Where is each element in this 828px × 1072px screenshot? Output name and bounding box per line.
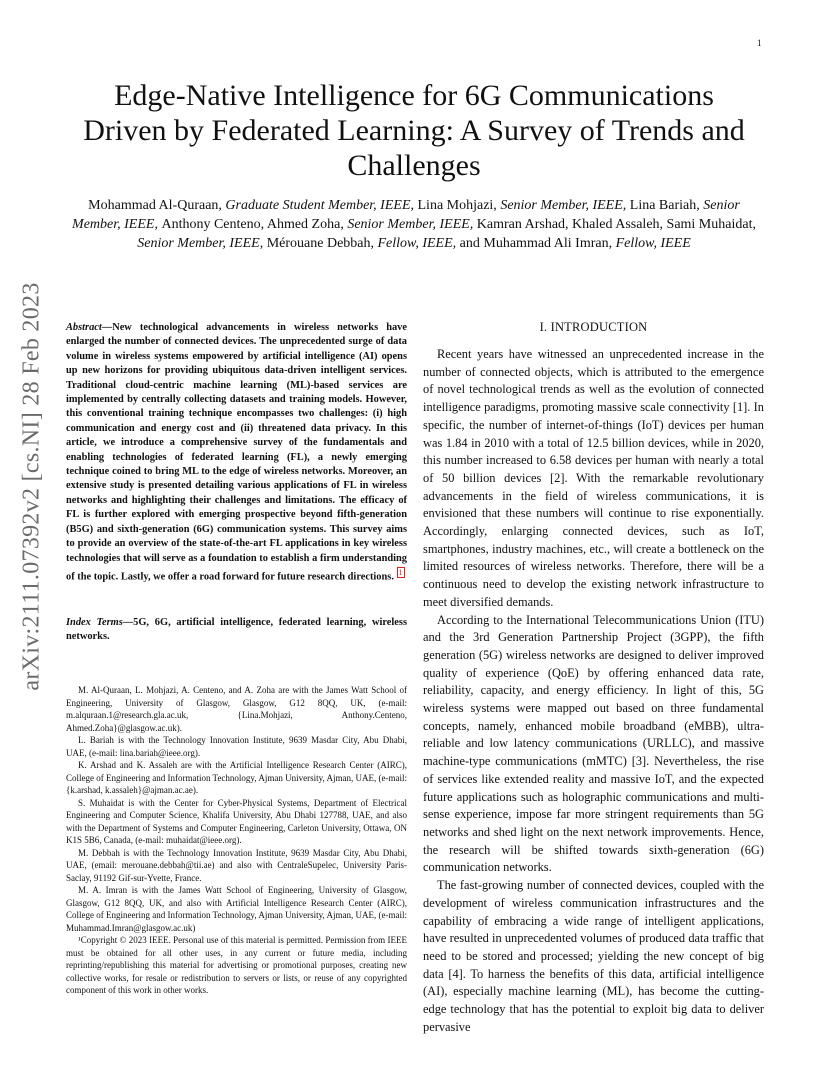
affiliation-footnote: K. Arshad and K. Assaleh are with the Artificial Intelligence Research Center (AIRC), College of Engineering and Information Technology, Ajman University, Ajman, UAE, (e-mail: {k.arshad, k.assaleh}@ajman.ac.ae). xyxy=(66,760,407,795)
body-paragraph: Recent years have witnessed an unprecedented increase in the number of connected objects, which is attributed to the emergence of novel technological trends as well as the evolution of connected intelligence paradigms, promoting massive scale connectivity [1]. In specific, the number of internet-of-things (IoT) devices per human was 1.84 in 2010 with a total of 12.5 billion devices, while in 2020, this number increased to 6.58 devices per human with nearly a total of 50 billion devices [2]. With the remarkable revolutionary advancements in the field of wireless communications, it is envisioned that these numbers will continue to rise exponentially. Accordingly, enlarging connected devices, such as IoT, smartphones, industry machines, etc., will create a bottleneck on the limited resources of wireless networks. Therefore, there will be a continuous need to develop the existing network infrastructure to meet diversified demands. xyxy=(423,347,764,609)
author-role: Fellow, IEEE xyxy=(615,236,691,251)
index-terms-text: —5G, 6G, artificial intelligence, federated learning, wireless networks. xyxy=(66,617,407,642)
author-role: Senior Member, IEEE, xyxy=(72,198,740,232)
affiliation-footnote: L. Bariah is with the Technology Innovation Institute, 9639 Masdar City, Abu Dhabi, UAE, (e-mail: lina.bariah@ieee.org). xyxy=(66,735,407,758)
author-name: Anthony Centeno, Ahmed Zoha, xyxy=(161,217,348,232)
index-terms-label: Index Terms xyxy=(66,617,123,628)
body-paragraph: The fast-growing number of connected devices, coupled with the development of wireless communication infrastructures and the capability of embracing a wide range of intelligent applications, have resulted in unprecedented volumes of produced data traffic that need to be stored and processed; yielding the new concept of big data [4]. To harness the benefits of this data, artificial intelligence (AI), especially machine learning (ML), has become the cutting-edge technology that has the potential to exploit big data to deliver pervasive xyxy=(423,878,764,1034)
body-paragraph: According to the International Telecommunications Union (ITU) and the 3rd Generation Partnership Project (3GPP), the fifth generation (5G) wireless networks are designed to deliver improved quality of experience (QoE) by offering enhanced data rate, reliability, capacity, and energy efficiency. In light of this, 5G wireless systems were mapped out based on three fundamental concepts, namely, enhanced mobile broadband (eMBB), ultra-reliable and low latency communications (URLLC), and massive machine-type communications (mMTC) [3]. Nevertheless, the rise of services like extended reality and massive IoT, and the expected future applications such as holographic communications and multi-sense experience, impose far more stringent requirements than 5G networks and shed light on the next network improvements. Hence, the research will be shifted towards sixth-generation (6G) communication networks. xyxy=(423,612,764,875)
abstract xyxy=(66,321,407,585)
footnotes xyxy=(66,684,407,997)
author-name: Lina Mohjazi, xyxy=(417,198,501,213)
paper-title: Edge-Native Intelligence for 6G Communications Driven by Federated Learning: A Survey of Trends and Challenges xyxy=(83,79,745,182)
author-name: and Muhammad Ali Imran, xyxy=(459,236,616,251)
author-role: Senior Member, IEEE, xyxy=(500,198,630,213)
author-list xyxy=(70,196,758,253)
arxiv-stamp xyxy=(14,281,50,691)
author-name: Kamran Arshad, Khaled Assaleh, Sami Muhaidat, xyxy=(476,217,756,232)
introduction-body xyxy=(423,346,764,1036)
abstract-text: —New technological advancements in wireless networks have enlarged the number of connected devices. The unprecedented surge of data volume in wireless systems empowered by artificial intelligence (AI) opens up new horizons for providing ubiquitous data-driven intelligent services. Traditional cloud-centric machine learning (ML)-based services are implemented by centrally collecting datasets and training models. However, this conventional training technique encompasses two challenges: (i) high communication and energy cost and (ii) threatened data privacy. In this article, we introduce a comprehensive survey of the fundamentals and enabling technologies of federated learning (FL), a newly emerging technique coined to bring ML to the edge of wireless networks. Moreover, an extensive study is presented detailing various applications of FL in wireless networks and highlighting their challenges and limitations. The efficacy of FL is further explored with emerging prospective beyond fifth-generation (B5G) and sixth-generation (6G) communication systems. This survey aims to provide an overview of the state-of-the-art FL applications in key wireless technologies that will serve as a foundation to establish a firm understanding of the topic. Lastly, we offer a road forward for future research directions. xyxy=(66,322,407,583)
author-name: Mohammad Al-Quraan, xyxy=(88,198,226,213)
section-heading: I. INTRODUCTION xyxy=(539,320,648,334)
affiliation-footnote: M. A. Imran is with the James Watt School of Engineering, University of Glasgow, Glasgow, G12 8QQ, UK, and also with Artificial Intelligence Research Center (AIRC), College of Engineering and Information Technology, Ajman University, Ajman, UAE, (e-mail: Muhammad.Imran@glasgow.ac.uk) xyxy=(66,885,407,933)
index-terms xyxy=(66,616,407,643)
arxiv-identifier: arXiv:2111.07392v2 [cs.NI] 28 Feb 2023 xyxy=(18,281,45,691)
author-name: Lina Bariah, xyxy=(629,198,704,213)
affiliation-footnote: M. Debbah is with the Technology Innovation Institute, 9639 Masdar City, Abu Dhabi, UAE, (email: merouane.debbah@tii.ae) and also with CentraleSupelec, University Paris-Saclay, 91192 Gif-sur-Yvette, France. xyxy=(66,847,407,883)
page-number: 1 xyxy=(757,38,762,48)
author-role: Fellow, IEEE, xyxy=(377,236,460,251)
footnote-link[interactable]: 1 xyxy=(398,567,403,577)
affiliation-footnote: S. Muhaidat is with the Center for Cyber-Physical Systems, Department of Electrical Engineering and Computer Science, Khalifa University, Abu Dhabi 127788, UAE, and also with the Department of Systems and Computer Engineering, Carleton University, Ottawa, ON K1S 5B6, Canada, (e-mail: muhaidat@ieee.org). xyxy=(66,797,407,845)
author-role: Senior Member, IEEE, xyxy=(347,217,477,232)
affiliation-footnote: M. Al-Quraan, L. Mohjazi, A. Centeno, and A. Zoha are with the James Watt School of Engineering, University of Glasgow, Glasgow, G12 8QQ, UK, (e-mail: m.alquraan.1@research.gla.ac.uk, {Lina.Mohjazi, Anthony.Centeno, Ahmed.Zoha}@glasgow.ac.uk). xyxy=(66,685,407,733)
author-name: Mérouane Debbah, xyxy=(266,236,378,251)
author-role: Senior Member, IEEE, xyxy=(137,236,267,251)
author-role: Graduate Student Member, IEEE, xyxy=(225,198,418,213)
abstract-label: Abstract xyxy=(66,322,102,333)
copyright-footnote: ¹Copyright © 2023 IEEE. Personal use of this material is permitted. Permission from IEEE must be obtained for all other uses, in any current or future media, including reprinting/republishing this material for advertising or promotional purposes, creating new collective works, for resale or redistribution to servers or lists, or reuse of any copyrighted component of this work in other works. xyxy=(66,935,407,995)
